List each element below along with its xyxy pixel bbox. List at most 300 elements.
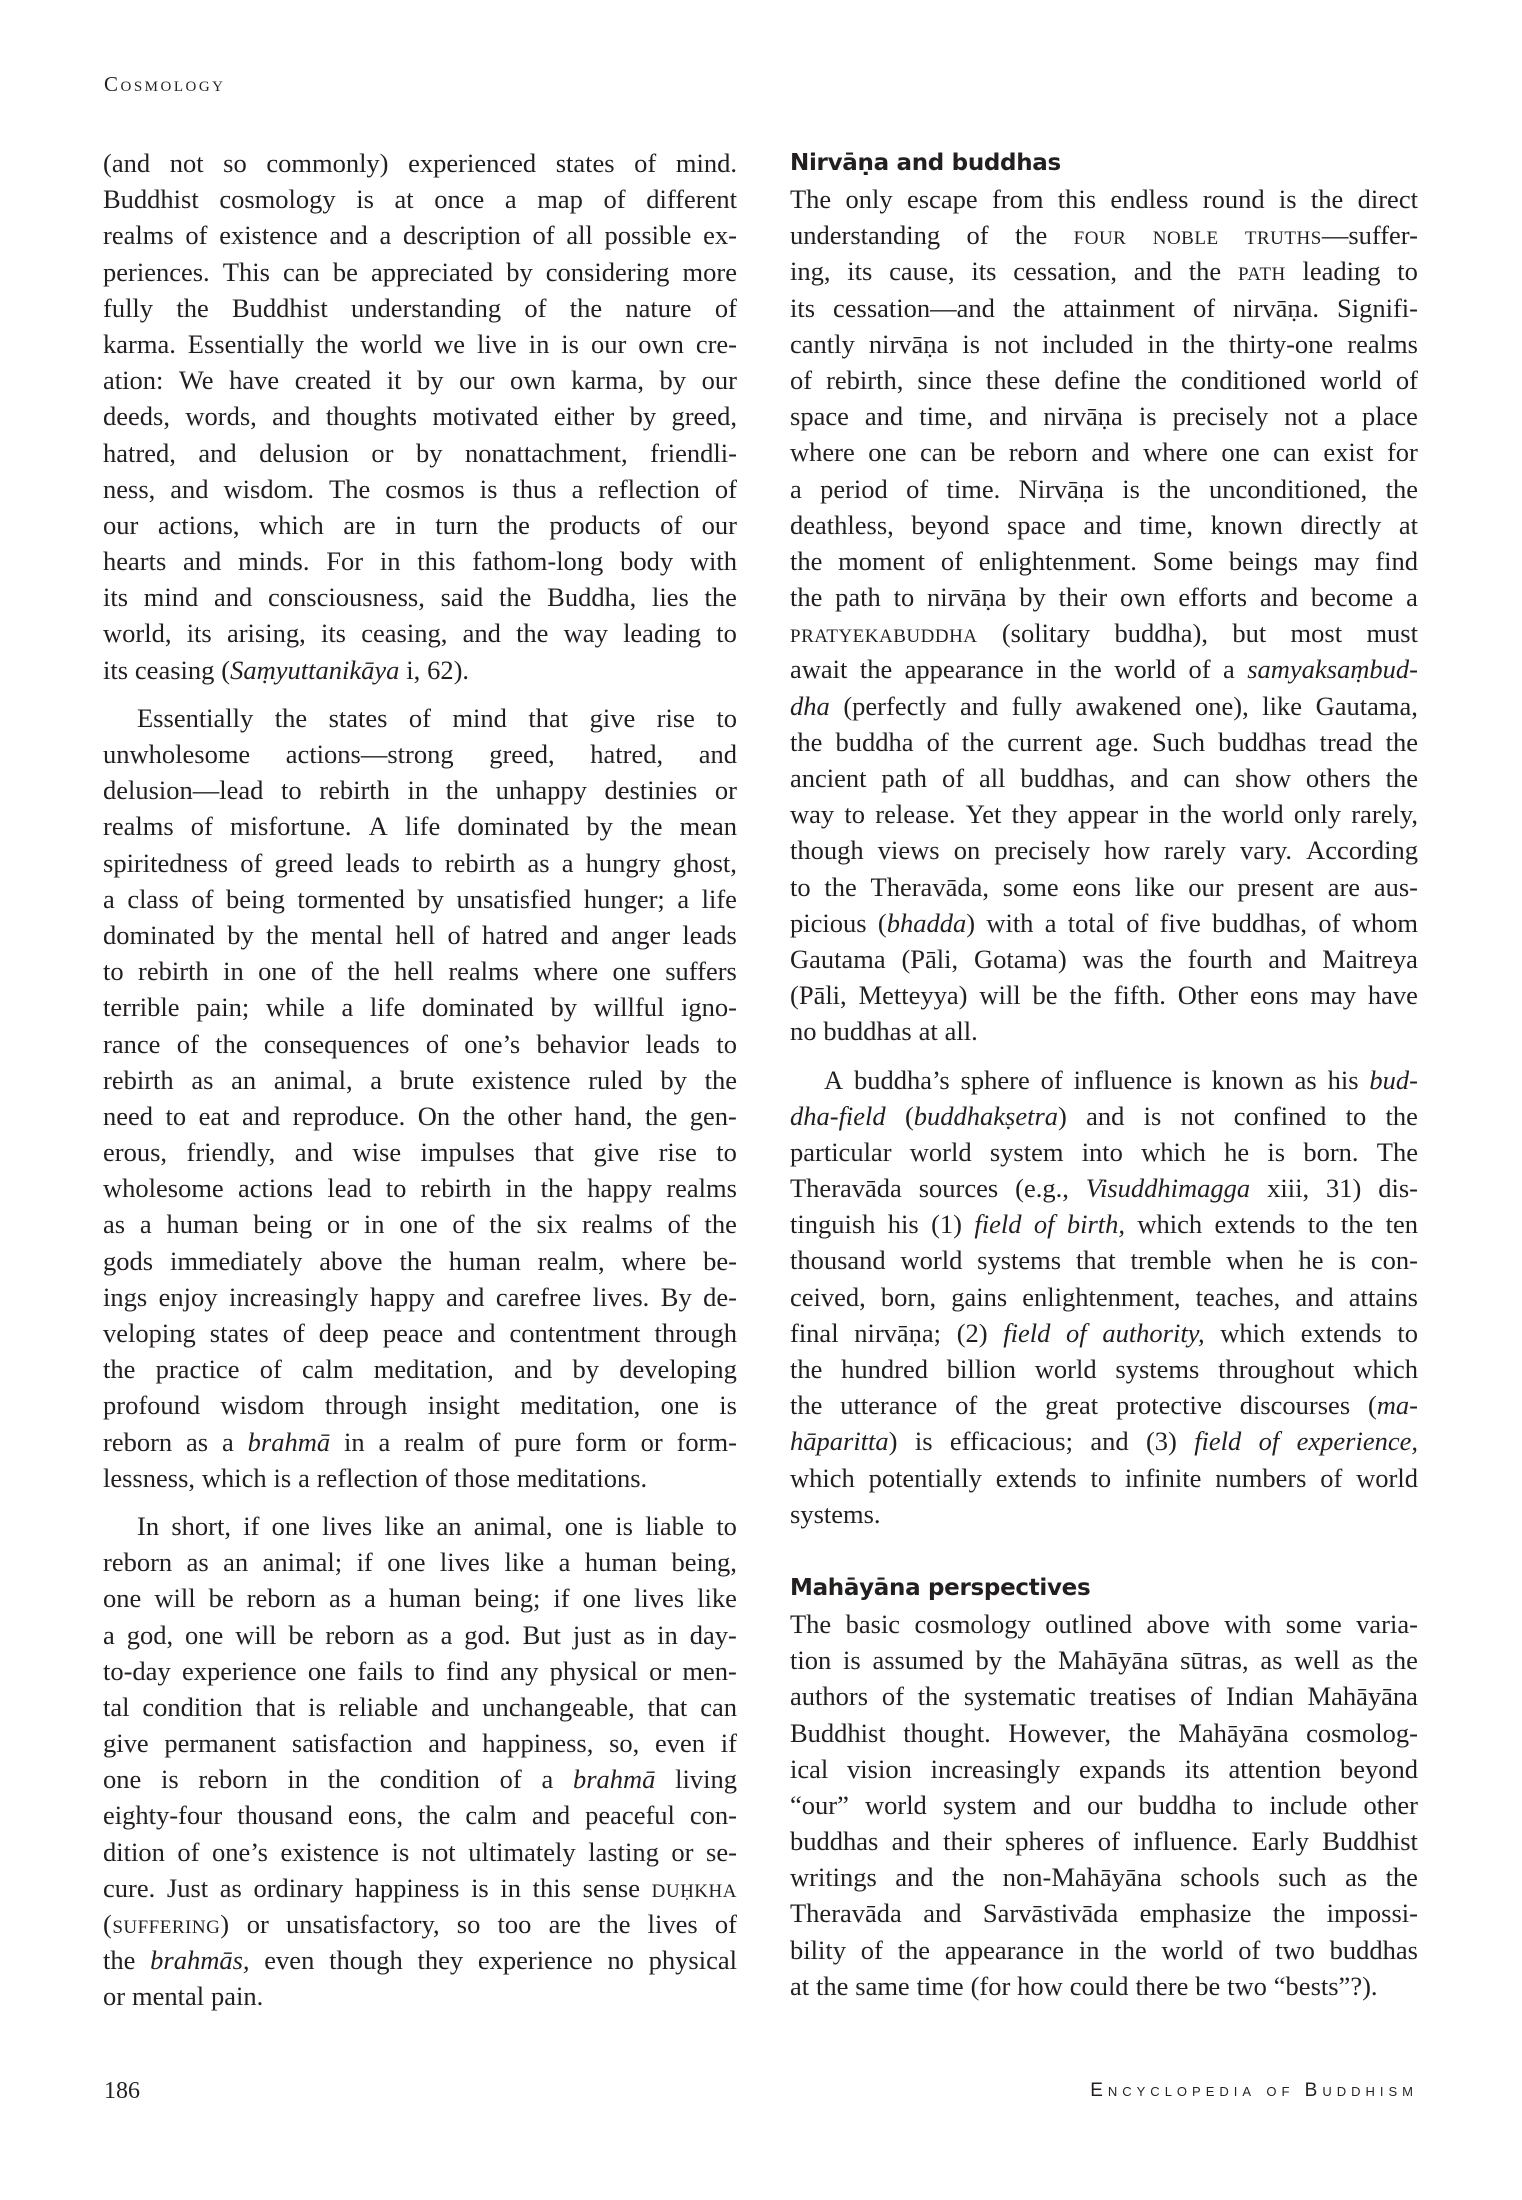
word: (Pāli, (790, 980, 847, 1011)
word: of (408, 702, 431, 733)
word: numbers (1215, 1462, 1307, 1493)
word: spheres (1004, 1826, 1085, 1857)
word: in (505, 1173, 527, 1204)
word: only (1293, 799, 1342, 830)
word: as (191, 1064, 214, 1095)
word: was (1082, 943, 1124, 974)
word: periences. (103, 256, 210, 287)
word: thought. (903, 1717, 991, 1748)
word: of (941, 763, 965, 793)
word: spiritedness (103, 847, 229, 878)
word: exist (1323, 437, 1374, 468)
word: its (103, 654, 129, 685)
word: a (1334, 401, 1346, 432)
word: appearance (904, 654, 1024, 685)
word: realms (103, 811, 174, 842)
word: actions (238, 1173, 314, 1204)
word: by (416, 437, 443, 468)
word: buddhas, (1020, 763, 1116, 793)
word: the (445, 775, 479, 806)
word: world (1114, 654, 1177, 685)
word: of (1188, 654, 1211, 685)
word: the (462, 1100, 495, 1131)
word: the (1385, 763, 1418, 793)
text-line (103, 1617, 737, 1653)
word: hatred, (103, 437, 176, 468)
text-line (790, 507, 1418, 543)
word: to (716, 618, 737, 649)
word: systematic (963, 1681, 1076, 1712)
word: the (704, 582, 737, 613)
word: be (1032, 980, 1058, 1011)
word: greed, (671, 401, 737, 432)
word: of (860, 1934, 883, 1965)
word: reproduce. (292, 1100, 406, 1131)
word: dha-field (790, 1100, 886, 1131)
word: time. (946, 473, 1001, 504)
text-line (790, 398, 1418, 434)
word: to (103, 956, 124, 987)
word: one (660, 1390, 699, 1421)
word: a (103, 1619, 115, 1650)
word: of (259, 1354, 282, 1385)
word: animal; (262, 1547, 343, 1578)
word: its (186, 618, 212, 649)
word: can (1183, 763, 1221, 793)
word: a (379, 220, 392, 251)
word: existence (219, 220, 318, 251)
word: tal (103, 1691, 130, 1722)
word: karma, (571, 365, 644, 396)
word: its (847, 256, 873, 287)
word: as (623, 1619, 646, 1650)
word: need (103, 1100, 154, 1131)
word: erous, (103, 1137, 168, 1168)
word: eons (1072, 871, 1122, 902)
word: Essentially (137, 702, 254, 733)
word: even (654, 1728, 706, 1759)
word: one (103, 1764, 142, 1795)
word: way (563, 618, 608, 649)
word: its (103, 582, 129, 613)
word: views (877, 835, 940, 866)
text-line (790, 1642, 1418, 1678)
word: noble (1152, 220, 1219, 251)
word: peace (382, 1318, 444, 1348)
word: at (790, 1970, 810, 2001)
text-line (103, 398, 737, 434)
text-line (790, 1134, 1418, 1170)
word: in (379, 546, 401, 577)
word: ordinary (253, 1872, 344, 1903)
word: thousand (237, 1800, 333, 1831)
text-line (790, 471, 1418, 507)
word: lives (322, 1510, 373, 1541)
word: can (283, 256, 320, 287)
word: According (1306, 835, 1418, 866)
word: (suffering) (103, 1909, 230, 1939)
word: delusion—lead (103, 775, 264, 806)
word: as (186, 1547, 209, 1578)
word: buddhas (1218, 726, 1307, 757)
word: even (264, 1945, 315, 1976)
text-line (790, 1715, 1418, 1751)
text-line (103, 1725, 737, 1761)
word: precisely (1172, 401, 1269, 432)
word: tread (1319, 726, 1373, 757)
word: of (634, 148, 657, 178)
word: mental (310, 919, 383, 950)
word: the (399, 1245, 432, 1276)
word: the (1012, 292, 1046, 323)
word: as (406, 1619, 429, 1650)
word: release. (875, 799, 956, 830)
word: cantly (790, 328, 855, 359)
word: if (243, 1510, 260, 1541)
word: to (1397, 256, 1418, 287)
word: treatises (1089, 1681, 1177, 1712)
word: the (790, 582, 823, 613)
word: gen- (689, 1100, 737, 1131)
word: that (534, 1137, 574, 1168)
word: terrible (103, 992, 180, 1023)
word: same (855, 1970, 910, 2001)
word: from (991, 184, 1044, 214)
word: could (1069, 1970, 1129, 2001)
text-line (103, 181, 737, 217)
text-line (103, 772, 737, 808)
word: or (371, 437, 394, 468)
text-line (790, 181, 1418, 217)
word: the (1158, 473, 1191, 504)
word: our (103, 509, 139, 540)
word: path (881, 763, 928, 793)
word: meditations. (516, 1462, 648, 1493)
word: billion (946, 1354, 1016, 1384)
word: will (154, 1583, 196, 1614)
word: impossi- (1326, 1898, 1418, 1929)
word: our (1188, 871, 1224, 902)
word: in (500, 1872, 522, 1903)
text-line (790, 832, 1418, 868)
word: such (1278, 1862, 1327, 1893)
text-line (103, 543, 737, 579)
word: rise (656, 702, 695, 733)
word: at (394, 184, 414, 215)
running-head: Cosmology (104, 72, 226, 96)
word: thirty-one (1228, 328, 1334, 359)
word: human (166, 1209, 239, 1240)
word: in (528, 328, 550, 359)
word: cure. (103, 1872, 156, 1903)
word: the (995, 1390, 1028, 1421)
word: by (227, 919, 254, 950)
word: and (1090, 1426, 1129, 1457)
word: in (1147, 328, 1169, 359)
word: “bests”?). (1273, 1970, 1378, 2001)
word: reborn (103, 1547, 173, 1578)
word: leads (682, 919, 737, 950)
word: their (1058, 582, 1108, 613)
text-line (103, 1689, 737, 1725)
word: greed (274, 847, 334, 878)
word: eighty-four (103, 1800, 223, 1831)
word: Indian (1226, 1681, 1294, 1712)
word: escape (906, 184, 978, 214)
word: live (477, 328, 517, 359)
word: and (329, 220, 368, 251)
text-line (790, 1098, 1418, 1134)
word: states (555, 148, 615, 178)
word: not (1180, 1100, 1215, 1131)
word: our (701, 365, 737, 396)
word: of (714, 1909, 737, 1939)
word: life (701, 883, 737, 914)
word: is (1183, 1064, 1201, 1095)
right-column (790, 145, 1418, 2016)
text-line (103, 1906, 737, 1942)
word: tremble (1130, 1245, 1212, 1276)
word: buddhas (790, 1826, 879, 1857)
word: the (1385, 473, 1418, 504)
word: all (978, 763, 1006, 793)
word: and (294, 1137, 334, 1168)
word: one (582, 1583, 621, 1614)
word: of (926, 726, 949, 757)
word: animal, (473, 1510, 553, 1541)
word: nirvāṇa; (854, 1317, 942, 1348)
word: (3) (1145, 1426, 1177, 1457)
word: system (942, 1789, 1017, 1820)
word: born. (1303, 1136, 1359, 1167)
word: no (790, 1016, 817, 1047)
word: await (790, 654, 848, 685)
word: enlightenment. (978, 545, 1137, 576)
word: which (1220, 1317, 1286, 1348)
word: pratyekabuddha (790, 618, 978, 649)
word: or (714, 775, 737, 806)
word: life (369, 992, 406, 1023)
word: 62). (427, 654, 470, 685)
word: nonattachment, (465, 437, 628, 468)
word: cessation—and (832, 292, 995, 323)
word: if (553, 1583, 570, 1614)
word: Gotama) (973, 943, 1067, 974)
word: cessation, (1013, 256, 1117, 287)
word: (perfectly (843, 690, 947, 721)
word: rise (658, 1137, 697, 1168)
word: lives (647, 1909, 698, 1939)
word: known (1210, 509, 1283, 540)
word: in (343, 1426, 365, 1457)
text-line (790, 651, 1418, 687)
word: to (1090, 1462, 1112, 1493)
word: not (994, 328, 1029, 359)
word: the (1385, 726, 1418, 757)
word: impulses (420, 1137, 515, 1168)
word: and (241, 1100, 281, 1131)
word: ten (1385, 1209, 1418, 1240)
word: tinguish (790, 1209, 876, 1240)
word: rebirth (319, 775, 390, 806)
word: xiii, (1267, 1173, 1310, 1204)
word: destinies (604, 775, 698, 806)
text-line (103, 1460, 737, 1496)
word: of (185, 220, 208, 251)
word: he (1298, 1245, 1324, 1276)
text-line (103, 615, 737, 651)
word: of (1066, 1317, 1087, 1348)
word: Buddhist (1322, 1826, 1418, 1857)
word: by (417, 365, 444, 396)
text-line (790, 760, 1418, 796)
word: experience (181, 1655, 297, 1686)
word: authority, (1102, 1317, 1205, 1348)
word: is (962, 328, 981, 359)
word: permanent (164, 1728, 277, 1759)
word: as (186, 1426, 209, 1457)
word: 31) (1326, 1173, 1362, 1204)
word: there (1135, 1970, 1189, 2001)
text-line (790, 1678, 1418, 1714)
word: so, (609, 1728, 640, 1759)
word: like (1134, 871, 1175, 902)
word: a (561, 847, 574, 878)
text-line (103, 989, 737, 1025)
word: one), (1194, 690, 1249, 721)
word: living (675, 1764, 737, 1795)
word: that (1075, 1245, 1116, 1276)
word: of (1395, 364, 1418, 395)
word: be (332, 256, 358, 287)
word: the (598, 1909, 631, 1939)
word: reborn (1008, 437, 1078, 468)
word: of (282, 1318, 305, 1348)
word: one (564, 1510, 603, 1541)
word: (bhadda) (877, 907, 976, 938)
word: deep (318, 1318, 369, 1348)
word: of (1126, 907, 1149, 938)
word: beings (1228, 545, 1299, 576)
word: day- (689, 1619, 737, 1650)
word: and (462, 618, 501, 649)
text-line (103, 700, 737, 736)
word: realms (666, 1173, 737, 1204)
text-line (103, 1026, 737, 1062)
word: nirvāṇa (868, 328, 949, 359)
word: give (589, 702, 636, 733)
word: calm (465, 1800, 517, 1831)
word: friendli- (650, 437, 737, 468)
word: hand, (574, 1100, 633, 1131)
word: buddha (835, 726, 914, 757)
word: ing, (790, 256, 831, 287)
word: a (1223, 654, 1235, 685)
text-line (790, 1859, 1418, 1895)
word: con- (689, 1800, 737, 1831)
text-line (103, 652, 737, 688)
word: Theravāda, (870, 871, 989, 902)
word: the (704, 1209, 737, 1240)
word: they (417, 1945, 464, 1976)
word: of (532, 220, 555, 251)
word: brahmā (572, 1764, 656, 1795)
word: are (1327, 871, 1361, 902)
word: the (1179, 799, 1212, 830)
word: particular (790, 1136, 892, 1167)
word: mean (679, 811, 737, 842)
word: ex- (703, 220, 737, 251)
word: meditation, (520, 1390, 641, 1421)
word: a (364, 1583, 376, 1614)
word: will (235, 1619, 277, 1650)
word: in (1148, 799, 1169, 830)
word: The (329, 473, 371, 504)
word: and (891, 1826, 930, 1857)
word: rebirth (444, 847, 516, 878)
word: ruled (588, 1064, 643, 1095)
word: unhappy (495, 775, 587, 806)
word: (2) (956, 1317, 988, 1348)
word: In (137, 1510, 160, 1541)
text-line (103, 736, 737, 772)
word: direct (1357, 184, 1418, 214)
text-line (103, 808, 737, 844)
word: by (550, 992, 577, 1023)
word: where (1143, 437, 1208, 468)
text-line (790, 1968, 1418, 2004)
word: being, (671, 1547, 737, 1578)
word: with (986, 907, 1034, 938)
word: as (1351, 1645, 1374, 1676)
word: too (497, 1909, 532, 1939)
text-line (103, 1942, 737, 1978)
word: of (499, 1764, 522, 1795)
word: behavior (536, 1028, 630, 1059)
text-line (790, 1460, 1418, 1496)
text-line (103, 1062, 737, 1098)
word: Essentially (187, 328, 305, 359)
word: being (226, 883, 285, 914)
word: to (893, 582, 915, 613)
word: thus (512, 473, 557, 504)
word: while (265, 992, 325, 1023)
word: or (640, 1426, 663, 1457)
text-line (790, 1315, 1418, 1351)
word: buddha), (1114, 618, 1208, 649)
word: leads (345, 847, 400, 878)
word: is (843, 1645, 861, 1676)
word: experience (477, 1945, 593, 1976)
text-line (103, 290, 737, 326)
word: to (716, 1137, 737, 1168)
word: The (790, 184, 832, 214)
word: four (1073, 220, 1127, 251)
word: A (824, 1064, 844, 1095)
word: most (1290, 618, 1343, 649)
word: by (572, 1354, 599, 1385)
word: the (274, 702, 308, 733)
word: current (1007, 726, 1083, 757)
word: of (881, 1681, 904, 1712)
word: the (1385, 1100, 1418, 1131)
word: Buddha, (547, 582, 637, 613)
word: world, (103, 618, 172, 649)
word: cosmology (914, 1608, 1031, 1639)
word: rebirth (420, 1173, 492, 1204)
word: dominated (457, 811, 570, 842)
word: though (329, 1945, 403, 1976)
